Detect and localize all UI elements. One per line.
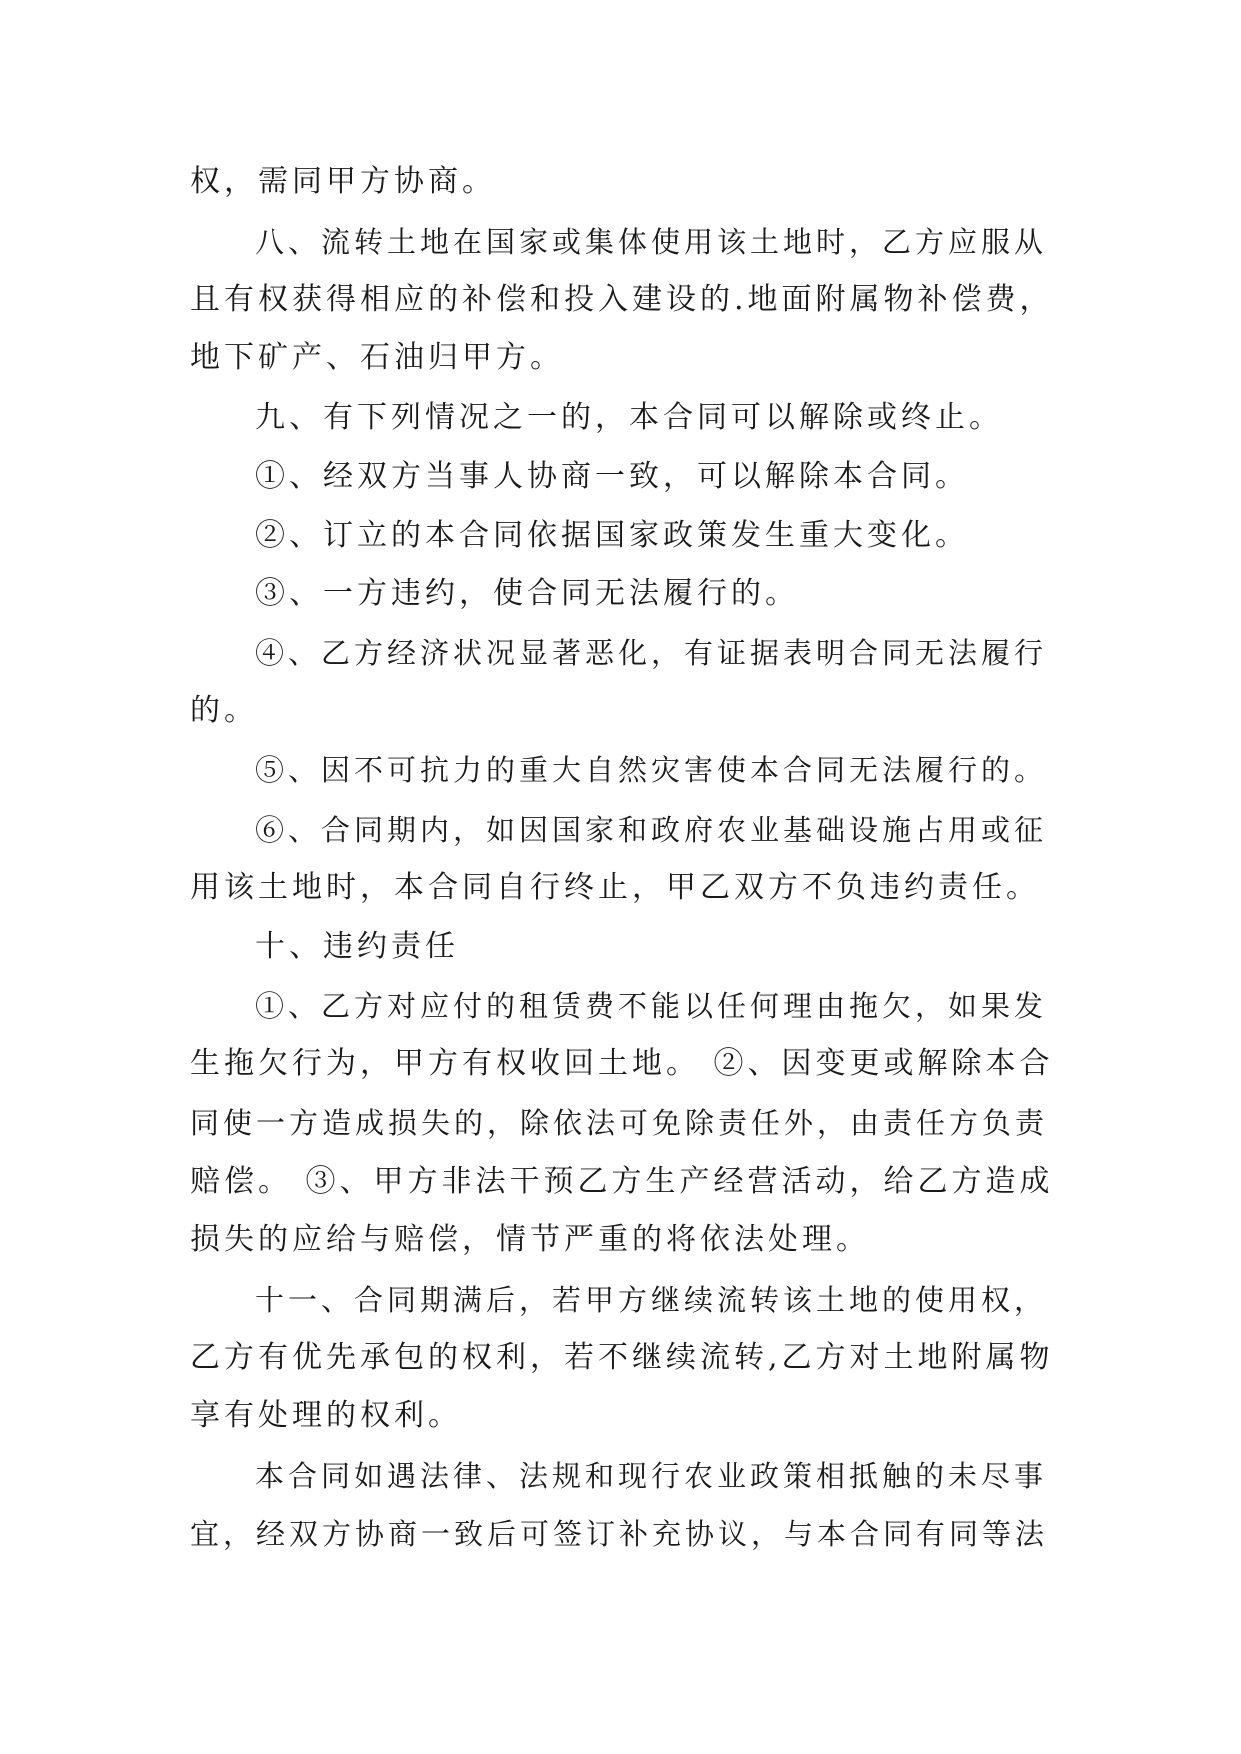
text-line: 宜，经双方协商一致后可签订补充协议，与本合同有同等法: [190, 1517, 1049, 1551]
text-line: 十一、合同期满后，若甲方继续流转该土地的使用权，: [255, 1283, 1048, 1317]
text-line: ③、一方违约，使合同无法履行的。: [255, 576, 799, 611]
text-line: 用该土地时，本合同自行终止，甲乙双方不负违约责任。: [190, 870, 1040, 905]
text-line: 同使一方造成损失的，除依法可免除责任外，由责任方负责: [190, 1106, 1049, 1140]
text-line: 八、流转土地在国家或集体使用该土地时，乙方应服从: [255, 225, 1048, 259]
text-line: 享有处理的权利。: [190, 1398, 462, 1433]
text-line: ①、经双方当事人协商一致，可以解除本合同。: [255, 459, 969, 494]
text-line: ④、乙方经济状况显著恶化，有证据表明合同无法履行: [255, 636, 1048, 670]
text-line: ①、乙方对应付的租赁费不能以任何理由拖欠，如果发: [255, 989, 1048, 1023]
text-line: 赔偿。 ③、甲方非法干预乙方生产经营活动，给乙方造成: [190, 1164, 1054, 1199]
text-line: 权，需同甲方协商。: [190, 164, 496, 199]
text-line: 生拖欠行为，甲方有权收回土地。 ②、因变更或解除本合: [190, 1046, 1054, 1081]
text-line: 地下矿产、石油归甲方。: [190, 340, 564, 375]
text-line: 乙方有优先承包的权利，若不继续流转,乙方对土地附属物: [190, 1340, 1054, 1375]
section-heading: 十、违约责任: [255, 929, 459, 964]
text-line: 九、有下列情况之一的，本合同可以解除或终止。: [255, 400, 1003, 435]
text-line: ②、订立的本合同依据国家政策发生重大变化。: [255, 518, 969, 553]
text-line: 且有权获得相应的补偿和投入建设的.地面附属物补偿费，: [190, 282, 1054, 317]
text-line: 的。: [190, 693, 258, 728]
text-line: 本合同如遇法律、法规和现行农业政策相抵触的未尽事: [255, 1459, 1048, 1493]
text-line: ⑤、因不可抗力的重大自然灾害使本合同无法履行的。: [255, 753, 1048, 787]
text-line: 损失的应给与赔偿，情节严重的将依法处理。: [190, 1222, 870, 1257]
text-line: ⑥、合同期内，如因国家和政府农业基础设施占用或征: [255, 813, 1048, 847]
